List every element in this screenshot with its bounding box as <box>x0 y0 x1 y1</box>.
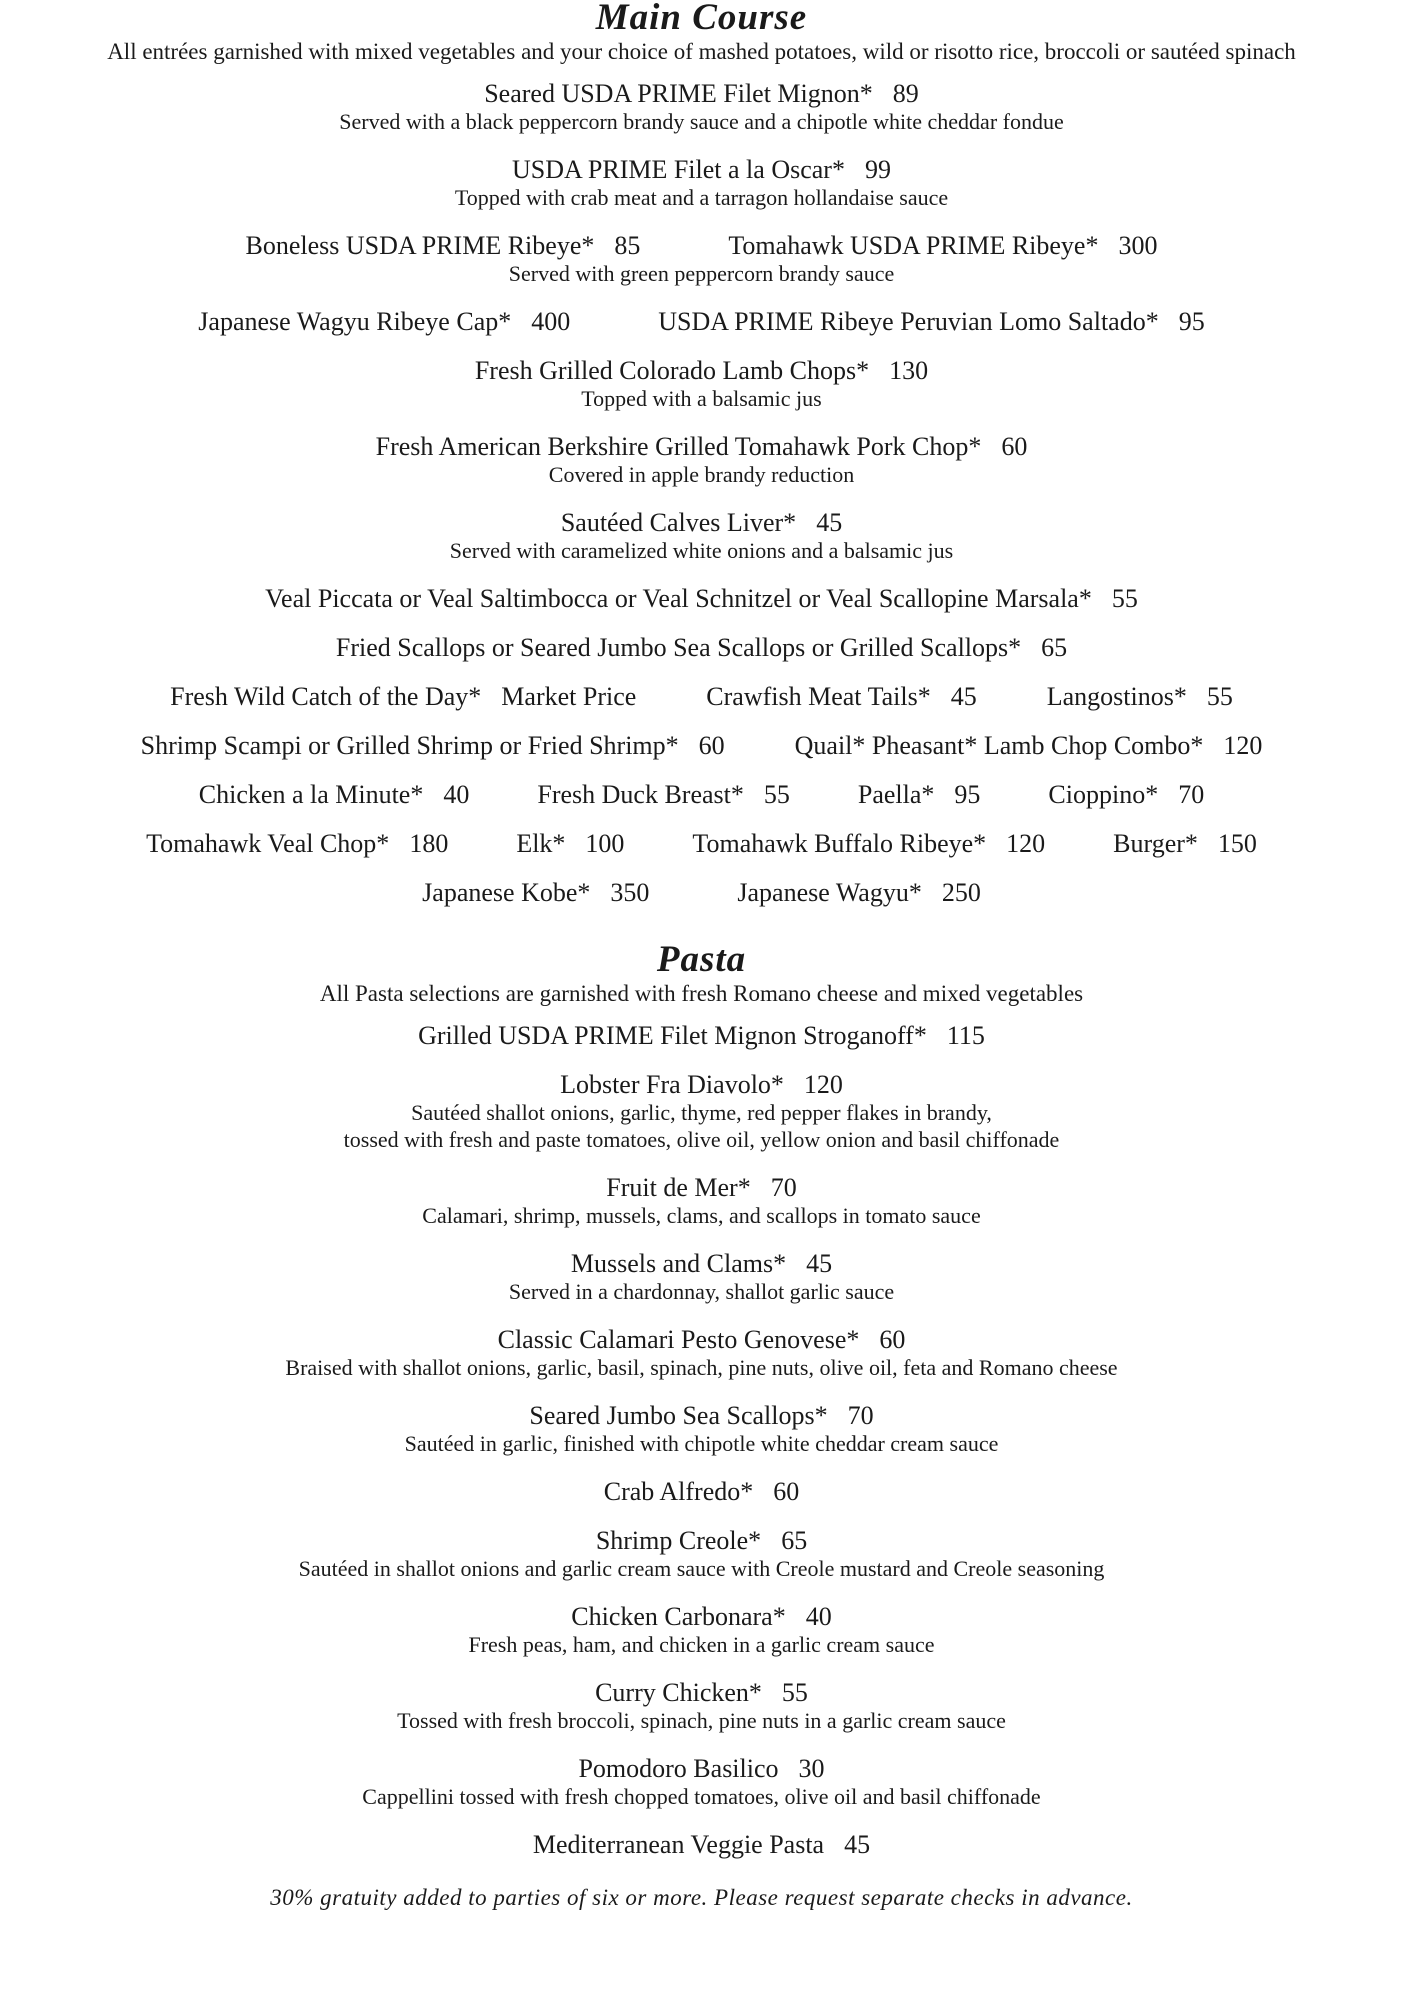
item-price: 300 <box>1118 231 1158 260</box>
item-description: Cappellini tossed with fresh chopped tomatoes, olive oil and basil chiffonade <box>362 1784 1041 1809</box>
menu-item <box>0 509 1403 564</box>
item-name: Grilled USDA PRIME Filet Mignon Stroganoff* <box>418 1021 927 1050</box>
main-course-items <box>0 80 1403 907</box>
item-price: 130 <box>889 356 929 385</box>
item-name: Crawfish Meat Tails* <box>706 682 931 711</box>
menu-item <box>0 1831 1403 1859</box>
menu-row <box>0 683 1403 711</box>
item-name: Veal Piccata or Veal Saltimbocca or Veal Schnitzel or Veal Scallopine Marsala* <box>265 584 1092 613</box>
menu-item <box>0 1022 1403 1050</box>
menu-item <box>422 879 649 907</box>
menu-item <box>658 308 1204 336</box>
item-price: 400 <box>531 307 571 336</box>
item-name: Paella* <box>857 780 935 809</box>
item-description: Sautéed shallot onions, garlic, thyme, red pepper flakes in brandy, <box>411 1100 992 1125</box>
item-name: Crab Alfredo* <box>603 1477 754 1506</box>
item-name: Fresh Grilled Colorado Lamb Chops* <box>474 356 870 385</box>
menu-item <box>199 781 470 809</box>
menu-item <box>0 1679 1403 1734</box>
item-price: 45 <box>950 682 977 711</box>
item-price: 95 <box>954 780 981 809</box>
menu-item <box>0 1402 1403 1457</box>
item-name: Chicken Carbonara* <box>571 1602 786 1631</box>
item-name: Cioppino* <box>1048 780 1159 809</box>
item-name: Tomahawk Buffalo Ribeye* <box>692 829 987 858</box>
menu-item <box>737 879 980 907</box>
menu-item <box>170 683 636 711</box>
item-name: Langostinos* <box>1046 682 1187 711</box>
item-description: Served with green peppercorn brandy sauce <box>508 261 895 286</box>
menu-item <box>198 308 570 336</box>
menu-row <box>0 308 1403 336</box>
item-name: Shrimp Scampi or Grilled Shrimp or Fried Shrimp* <box>140 731 679 760</box>
menu-row <box>0 732 1403 760</box>
item-price: 70 <box>770 1173 797 1202</box>
menu-item <box>516 830 624 858</box>
item-name: Mediterranean Veggie Pasta <box>532 1830 825 1859</box>
item-name: Seared USDA PRIME Filet Mignon* <box>484 79 873 108</box>
pasta-items <box>0 1022 1403 1859</box>
item-description-line-2: tossed with fresh and paste tomatoes, olive oil, yellow onion and basil chiffonade <box>343 1127 1060 1152</box>
menu-item <box>0 80 1403 135</box>
menu-item <box>537 781 790 809</box>
item-name: USDA PRIME Filet a la Oscar* <box>512 155 845 184</box>
menu-item <box>1047 683 1233 711</box>
item-description: Braised with shallot onions, garlic, basil, spinach, pine nuts, olive oil, feta and Romano cheese <box>285 1355 1118 1380</box>
menu-item <box>795 732 1263 760</box>
item-name: Chicken a la Minute* <box>198 780 424 809</box>
item-price: 250 <box>941 878 981 907</box>
menu-item <box>146 830 448 858</box>
item-name: Pomodoro Basilico <box>578 1754 779 1783</box>
ribeye-group <box>0 232 1403 287</box>
item-name: Mussels and Clams* <box>570 1249 787 1278</box>
item-name: Fruit de Mer* <box>606 1173 751 1202</box>
pasta-intro: All Pasta selections are garnished with fresh Romano cheese and mixed vegetables <box>319 981 1084 1006</box>
item-price: 95 <box>1178 307 1205 336</box>
main-course-title: Main Course <box>595 0 808 38</box>
item-price: 115 <box>946 1021 985 1050</box>
item-price: 55 <box>781 1678 808 1707</box>
item-description: Tossed with fresh broccoli, spinach, pine nuts in a garlic cream sauce <box>397 1708 1006 1733</box>
item-price: 45 <box>844 1830 871 1859</box>
item-description: Topped with a balsamic jus <box>581 386 822 411</box>
gratuity-note: 30% gratuity added to parties of six or more. Please request separate checks in advance. <box>270 1885 1133 1910</box>
item-price: 120 <box>1223 731 1263 760</box>
item-price: 70 <box>1178 780 1205 809</box>
item-price: 60 <box>698 731 725 760</box>
item-price: 55 <box>763 780 790 809</box>
item-name: Quail* Pheasant* Lamb Chop Combo* <box>794 731 1204 760</box>
item-price: 60 <box>1001 432 1028 461</box>
item-name: Elk* <box>516 829 566 858</box>
menu-item <box>0 1174 1403 1229</box>
item-price: 40 <box>443 780 470 809</box>
item-name: Curry Chicken* <box>595 1678 762 1707</box>
item-price: 60 <box>773 1477 800 1506</box>
item-name: Fresh Duck Breast* <box>537 780 744 809</box>
item-price: 60 <box>879 1325 906 1354</box>
item-price: 45 <box>806 1249 833 1278</box>
item-name: Boneless USDA PRIME Ribeye* <box>245 231 595 260</box>
menu-item <box>0 1527 1403 1582</box>
item-price: 55 <box>1111 584 1138 613</box>
menu-item <box>858 781 981 809</box>
item-name: Burger* <box>1113 829 1198 858</box>
item-name: Fresh Wild Catch of the Day* <box>170 682 482 711</box>
menu-item <box>0 634 1403 662</box>
item-price: 89 <box>892 79 919 108</box>
item-name: Classic Calamari Pesto Genovese* <box>497 1325 860 1354</box>
menu-item <box>0 1755 1403 1810</box>
menu-item <box>246 232 641 260</box>
menu-item <box>0 1250 1403 1305</box>
pasta-title: Pasta <box>656 939 747 980</box>
item-name: USDA PRIME Ribeye Peruvian Lomo Saltado* <box>658 307 1159 336</box>
item-name: Tomahawk USDA PRIME Ribeye* <box>728 231 1099 260</box>
item-name: Shrimp Creole* <box>595 1526 762 1555</box>
item-price: 30 <box>798 1754 825 1783</box>
item-price: 70 <box>847 1401 874 1430</box>
item-name: Fresh American Berkshire Grilled Tomahawk Pork Chop* <box>375 432 982 461</box>
menu-item <box>0 156 1403 211</box>
menu-item <box>0 357 1403 412</box>
menu-row <box>0 781 1403 809</box>
item-price: 99 <box>864 155 891 184</box>
item-name: Sautéed Calves Liver* <box>560 508 797 537</box>
menu-item <box>728 232 1157 260</box>
item-description: Served in a chardonnay, shallot garlic sauce <box>508 1279 895 1304</box>
item-name: Japanese Wagyu* <box>737 878 922 907</box>
menu-item <box>0 1603 1403 1658</box>
item-price: 100 <box>585 829 625 858</box>
item-price: 55 <box>1206 682 1233 711</box>
item-price: 350 <box>610 878 650 907</box>
menu-row <box>0 232 1403 260</box>
item-description: Served with a black peppercorn brandy sauce and a chipotle white cheddar fondue <box>339 109 1064 134</box>
menu-row <box>0 830 1403 858</box>
item-price: 120 <box>803 1070 843 1099</box>
main-course-intro: All entrées garnished with mixed vegetables and your choice of mashed potatoes, wild or risotto rice, broccoli or sautéed spinach <box>107 39 1296 64</box>
item-price: 150 <box>1217 829 1257 858</box>
item-description: Topped with crab meat and a tarragon hollandaise sauce <box>454 185 949 210</box>
item-description: Fresh peas, ham, and chicken in a garlic cream sauce <box>468 1632 935 1657</box>
menu-item <box>706 683 976 711</box>
item-price: 65 <box>781 1526 808 1555</box>
item-name: Japanese Kobe* <box>422 878 591 907</box>
menu-item <box>141 732 725 760</box>
menu-item <box>0 1326 1403 1381</box>
item-name: Tomahawk Veal Chop* <box>146 829 390 858</box>
menu-item <box>0 585 1403 613</box>
item-name: Seared Jumbo Sea Scallops* <box>529 1401 828 1430</box>
item-price: 40 <box>805 1602 832 1631</box>
item-price: 120 <box>1006 829 1046 858</box>
item-price: 45 <box>816 508 843 537</box>
item-price: 85 <box>614 231 641 260</box>
item-description: Served with caramelized white onions and a balsamic jus <box>449 538 954 563</box>
item-price: 180 <box>409 829 449 858</box>
menu-item <box>0 433 1403 488</box>
menu-item <box>692 830 1045 858</box>
item-description: Covered in apple brandy reduction <box>548 462 855 487</box>
item-price: 65 <box>1041 633 1068 662</box>
menu-item <box>0 1478 1403 1506</box>
item-description: Sautéed in shallot onions and garlic cream sauce with Creole mustard and Creole seasoning <box>298 1556 1105 1581</box>
menu-row <box>0 879 1403 907</box>
item-name: Lobster Fra Diavolo* <box>560 1070 784 1099</box>
item-name: Fried Scallops or Seared Jumbo Sea Scallops or Grilled Scallops* <box>335 633 1022 662</box>
item-description: Sautéed in garlic, finished with chipotle white cheddar cream sauce <box>404 1431 999 1456</box>
menu-item <box>1113 830 1257 858</box>
item-price: Market Price <box>501 682 637 711</box>
menu-item <box>0 1071 1403 1153</box>
item-name: Japanese Wagyu Ribeye Cap* <box>198 307 512 336</box>
menu-item <box>1048 781 1204 809</box>
item-description: Calamari, shrimp, mussels, clams, and scallops in tomato sauce <box>422 1203 981 1228</box>
